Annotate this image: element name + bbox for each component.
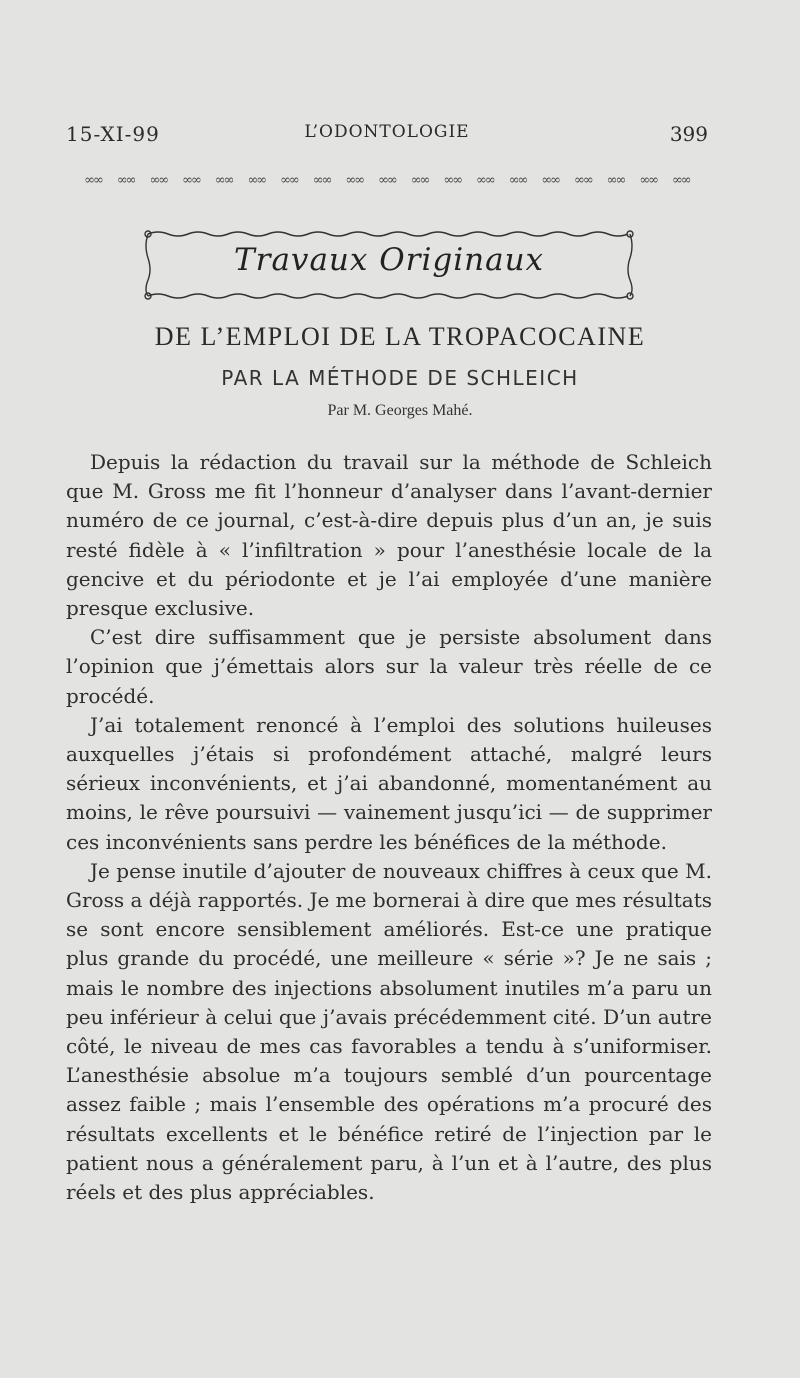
ornament-icon: ∞∞ xyxy=(182,173,200,188)
ornament-icon: ∞∞ xyxy=(345,173,364,188)
ornament-icon: ∞∞ xyxy=(476,173,494,188)
ornament-icon: ∞∞ xyxy=(149,173,168,188)
paragraph: Depuis la rédaction du travail sur la méthode de Schleich que M. Gross me fit l’honneur d’analyser dans l’avant-dernier numéro de ce journal, c’est-à-dire depuis plus d’un an, je suis resté fidèle à « l’infiltration » pour l’anesthésie locale de la gencive et du périodonte et je l’ai employée d’une manière presque exclusive. xyxy=(66,450,712,621)
paragraph: C’est dire suffisamment que je persiste absolument dans l’opinion que j’émettais alors sur la valeur très réelle de ce procédé. xyxy=(66,625,712,708)
issue-date: 15-XI-99 xyxy=(66,122,160,146)
ornament-icon: ∞∞ xyxy=(410,173,429,188)
ornament-icon: ∞∞ xyxy=(443,173,462,188)
ornament-icon: ∞∞ xyxy=(247,173,266,188)
author-byline: Par M. Georges Mahé. xyxy=(327,402,473,419)
ornament-icon: ∞∞ xyxy=(508,173,527,188)
section-title: Travaux Originaux xyxy=(233,242,545,278)
ornament-icon: ∞∞ xyxy=(312,173,331,188)
journal-title: L’ODONTOLOGIE xyxy=(304,122,470,142)
ornament-icon: ∞∞ xyxy=(606,173,625,188)
ornament-icon: ∞∞ xyxy=(574,173,592,188)
ornament-icon: ∞∞ xyxy=(280,173,298,188)
running-head xyxy=(66,122,708,152)
ornament-icon: ∞∞ xyxy=(116,173,135,188)
ornament-band xyxy=(80,168,694,194)
ornament-icon: ∞∞ xyxy=(378,173,396,188)
section-heading-frame xyxy=(142,228,636,302)
page-number: 399 xyxy=(669,122,708,146)
ornament-icon: ∞∞ xyxy=(541,173,560,188)
article-title: DE L’EMPLOI DE LA TROPACOCAINE xyxy=(154,322,646,351)
article-body xyxy=(66,448,712,1207)
ornament-icon: ∞∞ xyxy=(671,173,690,188)
ornament-icon: ∞∞ xyxy=(214,173,233,188)
article-subtitle: PAR LA MÉTHODE DE SCHLEICH xyxy=(221,366,579,390)
paragraph: Je pense inutile d’ajouter de nouveaux chiffres à ceux que M. Gross a déjà rapportés. Je me bornerai à dire que mes résultats se sont encore sensiblement améliorés. Est-ce une pratique plus grande du procédé, une meilleure « série »? Je ne sais ; mais le nombre des injections absolument inutiles m’a paru un peu inférieur à celui que j’avais précédemment cité. D’un autre côté, le niveau de mes cas favorables a tendu à s’uniformiser. L’anesthésie absolue m’a toujours semblé d’un pourcentage assez faible ; mais l’ensemble des opérations m’a procuré des résultats excellents et le bénéfice retiré de l’injection par le patient nous a généralement paru, à l’un et à l’autre, des plus réels et des plus appréciables. xyxy=(66,858,712,1205)
ornament-icon: ∞∞ xyxy=(639,173,657,188)
paragraph: J’ai totalement renoncé à l’emploi des solutions huileuses auxquelles j’étais si profondément attaché, malgré leurs sérieux inconvénients, et j’ai abandonné, momentanément au moins, le rêve poursuivi — vainement jusqu’ici — de supprimer ces inconvénients sans perdre les bénéfices de la méthode. xyxy=(66,712,712,854)
ornament-icon: ∞∞ xyxy=(84,173,102,188)
